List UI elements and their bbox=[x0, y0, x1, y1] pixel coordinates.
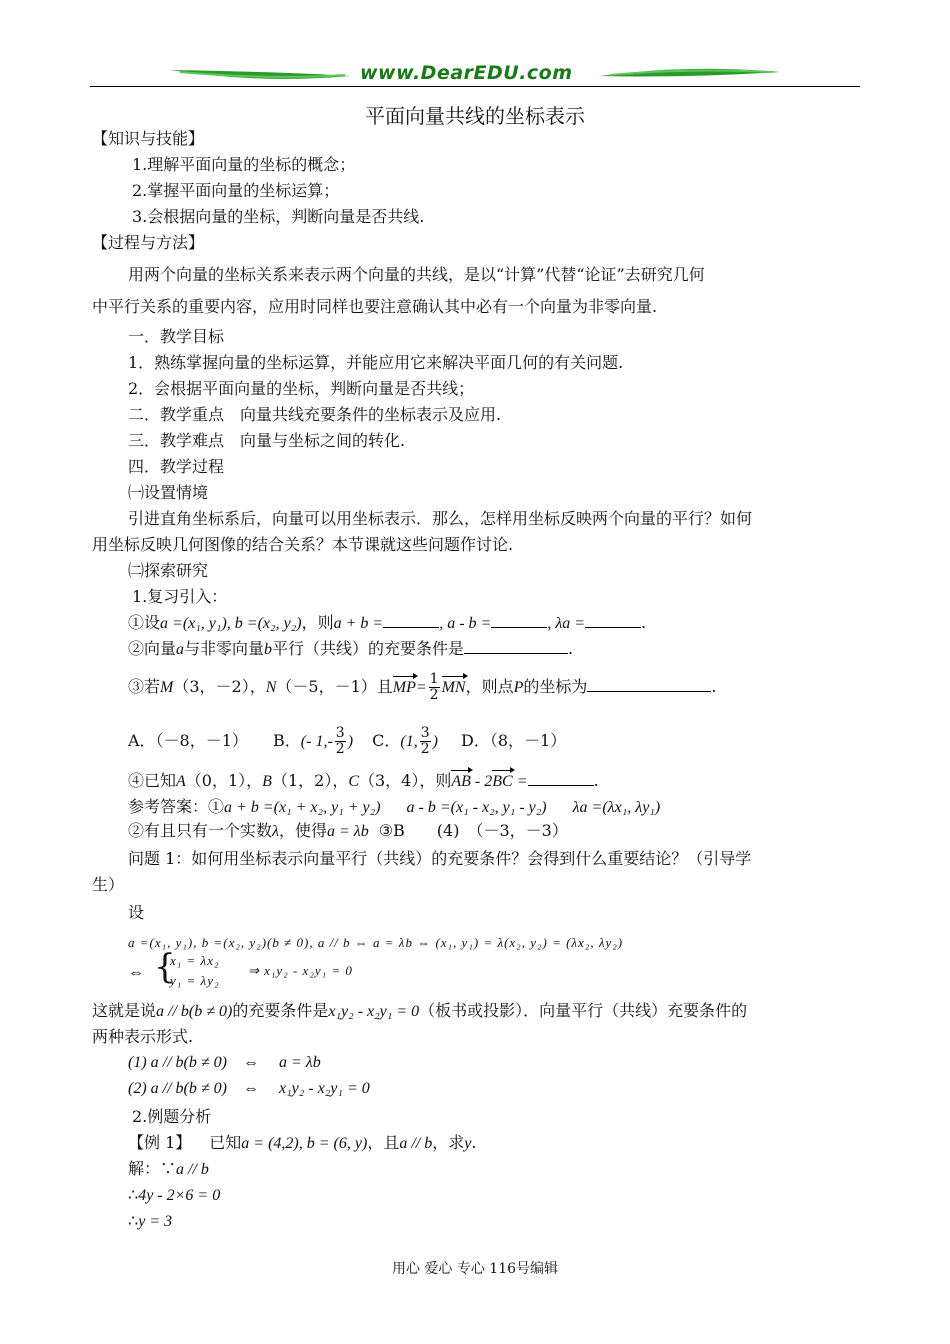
lambda: λ bbox=[272, 823, 279, 840]
form-1: (1) a // b(b ≠ 0) ⇔ a = λb bbox=[128, 1054, 321, 1071]
point-m: M bbox=[160, 679, 174, 696]
reference-answers bbox=[128, 796, 660, 819]
goal-item: 1．熟练掌握向量的坐标运算，并能应用它来解决平面几何的有关问题. bbox=[128, 353, 624, 372]
question-2 bbox=[128, 638, 573, 661]
vector-a: a bbox=[176, 641, 185, 658]
q2-text: 与非零向量 bbox=[184, 639, 265, 658]
fraction-one-half bbox=[429, 672, 440, 703]
conclusion-text: （板书或投影）．向量平行（共线）充要条件的 bbox=[419, 1001, 748, 1020]
q3-text: （3，－2）， bbox=[173, 677, 266, 696]
choice-c-label: C． bbox=[372, 731, 401, 750]
fraction-denominator: 2 bbox=[429, 687, 439, 703]
example-text: ，且 bbox=[367, 1133, 400, 1152]
solution-eq: 4y - 2×6 = 0 bbox=[138, 1187, 221, 1204]
choice-a: A．（－8，－1） bbox=[128, 731, 248, 750]
answer-blank bbox=[528, 771, 594, 786]
answer-blank bbox=[383, 613, 439, 628]
q2-end: . bbox=[568, 639, 574, 658]
question-1 bbox=[128, 612, 646, 635]
page-title: 平面向量共线的坐标表示 bbox=[365, 104, 585, 128]
vector-mp: MP bbox=[393, 677, 416, 699]
answers-text: ③B (4) （－3，－3） bbox=[378, 821, 568, 840]
fraction-numerator: 3 bbox=[335, 725, 345, 741]
vector-mn: MN bbox=[442, 677, 466, 699]
equals-sign: = bbox=[512, 773, 528, 790]
system-eq-2: y₁ = λy₂ bbox=[170, 973, 220, 988]
q1-mid: ，则 bbox=[301, 613, 334, 632]
question-3 bbox=[128, 672, 717, 703]
conclusion-eq: a // b(b ≠ 0) bbox=[156, 1003, 233, 1020]
solution-line bbox=[128, 1158, 209, 1181]
q1-sum: a + b = bbox=[333, 615, 384, 632]
answers-text: ，使得 bbox=[278, 821, 327, 840]
q4-text: （0，1）， bbox=[185, 771, 263, 790]
point-n: N bbox=[265, 679, 277, 696]
section-heading: 【知识与技能】 bbox=[92, 129, 205, 148]
q1-equation: a =(x₁, y₁), b =(x₂, y₂) bbox=[160, 615, 302, 632]
section-heading: 【过程与方法】 bbox=[92, 233, 205, 252]
q4-text: （3，4），则 bbox=[359, 771, 452, 790]
subheading: ㈡探索研究 bbox=[128, 561, 209, 580]
example-eq: a = (4,2), b = (6, y) bbox=[241, 1135, 368, 1152]
point-c: C bbox=[348, 773, 359, 790]
answer-blank bbox=[491, 613, 547, 628]
vector-bc: BC bbox=[492, 771, 512, 793]
list-item: 2.掌握平面向量的坐标运算； bbox=[132, 181, 340, 200]
therefore-symbol: ∴ bbox=[128, 1185, 139, 1204]
answers-label: 参考答案：① bbox=[128, 797, 225, 816]
answer-collinear: a = λb bbox=[326, 823, 369, 840]
q1-end: . bbox=[641, 613, 647, 632]
answer-blank bbox=[585, 613, 641, 628]
example-end: . bbox=[471, 1133, 477, 1152]
q3-end: . bbox=[711, 677, 717, 696]
choice-b-prefix: (- 1,- bbox=[300, 733, 333, 750]
reference-answers-2 bbox=[128, 820, 568, 843]
q1-diff: , a - b = bbox=[439, 615, 492, 632]
q3-text: ，则点 bbox=[465, 677, 514, 696]
choices-row bbox=[128, 726, 566, 757]
equals-sign: = bbox=[415, 679, 427, 696]
solution-label: 解：∵ bbox=[128, 1159, 177, 1178]
choice-c-suffix: ) bbox=[432, 733, 438, 750]
conclusion-text: 这就是说 bbox=[92, 1001, 157, 1020]
vector-ab: AB bbox=[451, 771, 471, 793]
example-text: ，求 bbox=[432, 1133, 465, 1152]
solution-eq: y = 3 bbox=[138, 1213, 173, 1230]
answer-scalar: λa =(λx₁, λy₁) bbox=[572, 799, 661, 816]
choice-b-label: B． bbox=[273, 731, 301, 750]
subheading: 2.例题分析 bbox=[132, 1107, 212, 1126]
paragraph-line: 引进直角坐标系后，向量可以用坐标表示．那么，怎样用坐标反映两个向量的平行？如何 bbox=[128, 509, 753, 528]
goal-item: 2．会根据平面向量的坐标，判断向量是否共线； bbox=[128, 379, 475, 398]
answer-diff: a - b =(x₁ - x₂, y₁ - y₂) bbox=[406, 799, 547, 816]
list-item: 3.会根据向量的坐标，判断向量是否共线. bbox=[132, 207, 425, 226]
fraction-numerator: 1 bbox=[429, 671, 439, 687]
paragraph-line: 问题 1：如何用坐标表示向量平行（共线）的充要条件？会得到什么重要结论？（引导学 bbox=[128, 849, 752, 868]
subheading: 四．教学过程 bbox=[128, 457, 225, 476]
paragraph-line: 设 bbox=[128, 903, 145, 922]
choice-b-fraction bbox=[335, 726, 346, 757]
variable-y: y bbox=[464, 1135, 472, 1152]
point-p: P bbox=[513, 679, 524, 696]
q1-prefix: ①设 bbox=[128, 613, 161, 632]
derivation-arrow: ⇔ bbox=[128, 964, 144, 981]
question-4 bbox=[128, 770, 599, 793]
q3-text: ③若 bbox=[128, 677, 161, 696]
minus-two: - 2 bbox=[470, 773, 493, 790]
site-logo-text: www.DearEDU.com bbox=[360, 62, 573, 84]
conclusion-text: 的充要条件是 bbox=[232, 1001, 329, 1020]
paragraph-line: 中平行关系的重要内容，应用时同样也要注意确认其中必有一个向量为非零向量. bbox=[92, 297, 658, 316]
therefore-symbol: ∴ bbox=[128, 1211, 139, 1230]
conclusion bbox=[92, 1000, 747, 1023]
conclusion-eq: x₁y₂ - x₂y₁ = 0 bbox=[328, 1003, 420, 1020]
system-eq-1: x₁ = λx₂ bbox=[170, 953, 220, 968]
system-brace: { bbox=[154, 947, 176, 987]
q2-text: ②向量 bbox=[128, 639, 177, 658]
fraction-denominator: 2 bbox=[335, 741, 345, 757]
choice-c-fraction bbox=[420, 726, 431, 757]
example-eq: a // b bbox=[399, 1135, 433, 1152]
choice-b-suffix: ) bbox=[347, 733, 354, 750]
paragraph-line: 生） bbox=[92, 875, 125, 894]
q4-end: . bbox=[593, 771, 599, 790]
example-text: 已知 bbox=[209, 1133, 242, 1152]
solution-line bbox=[128, 1184, 220, 1207]
answer-blank bbox=[587, 677, 711, 692]
example-label: 【例 1】 bbox=[128, 1133, 192, 1152]
q3-text: （－5，－1）且 bbox=[276, 677, 393, 696]
answer-blank bbox=[464, 639, 568, 654]
solution-line bbox=[128, 1210, 172, 1233]
subheading: 1.复习引入： bbox=[132, 587, 228, 606]
choice-d: D．（8，－1） bbox=[461, 731, 567, 750]
q2-text: 平行（共线）的充要条件是 bbox=[272, 639, 465, 658]
subheading: 二．教学重点 向量共线充要条件的坐标表示及应用. bbox=[128, 405, 502, 424]
q4-text: ④已知 bbox=[128, 771, 177, 790]
q4-text: （1，2）， bbox=[271, 771, 349, 790]
derivation-tail: ⇒ x₁y₂ - x₂y₁ = 0 bbox=[248, 963, 353, 978]
page-footer: 用心 爱心 专心 116号编辑 bbox=[391, 1261, 559, 1277]
answers-text: ②有且只有一个实数 bbox=[128, 821, 273, 840]
q3-text: 的坐标为 bbox=[523, 677, 588, 696]
paragraph-line: 两种表示形式. bbox=[92, 1027, 194, 1046]
vector-b: b bbox=[264, 641, 273, 658]
paragraph-line: 用两个向量的坐标关系来表示两个向量的共线，是以“计算”代替“论证”去研究几何 bbox=[128, 265, 705, 284]
derivation-line: a =(x₁, y₁), b =(x₂, y₂)(b ≠ 0), a // b ⇔ a = λb ⇔ (x₁, y₁) = λ(x₂, y₂) = (λx₂, λy₂) bbox=[128, 935, 624, 950]
example-1 bbox=[128, 1132, 476, 1155]
list-item: 1.理解平面向量的坐标的概念； bbox=[132, 155, 356, 174]
fraction-denominator: 2 bbox=[420, 741, 430, 757]
point-a: A bbox=[176, 773, 186, 790]
fraction-numerator: 3 bbox=[420, 725, 430, 741]
form-2: (2) a // b(b ≠ 0) ⇔ x₁y₂ - x₂y₁ = 0 bbox=[128, 1080, 370, 1097]
choice-c-prefix: (1, bbox=[400, 733, 418, 750]
paragraph-line: 用坐标反映几何图像的结合关系？本节课就这些问题作讨论. bbox=[92, 535, 514, 554]
solution-eq: a // b bbox=[176, 1161, 209, 1178]
q1-scalar: , λa = bbox=[547, 615, 586, 632]
subheading: ㈠设置情境 bbox=[128, 483, 209, 502]
answer-sum: a + b =(x₁ + x₂, y₁ + y₂) bbox=[224, 799, 381, 816]
point-b: B bbox=[262, 773, 272, 790]
subheading: 三．教学难点 向量与坐标之间的转化. bbox=[128, 431, 406, 450]
subheading: 一．教学目标 bbox=[128, 327, 225, 346]
